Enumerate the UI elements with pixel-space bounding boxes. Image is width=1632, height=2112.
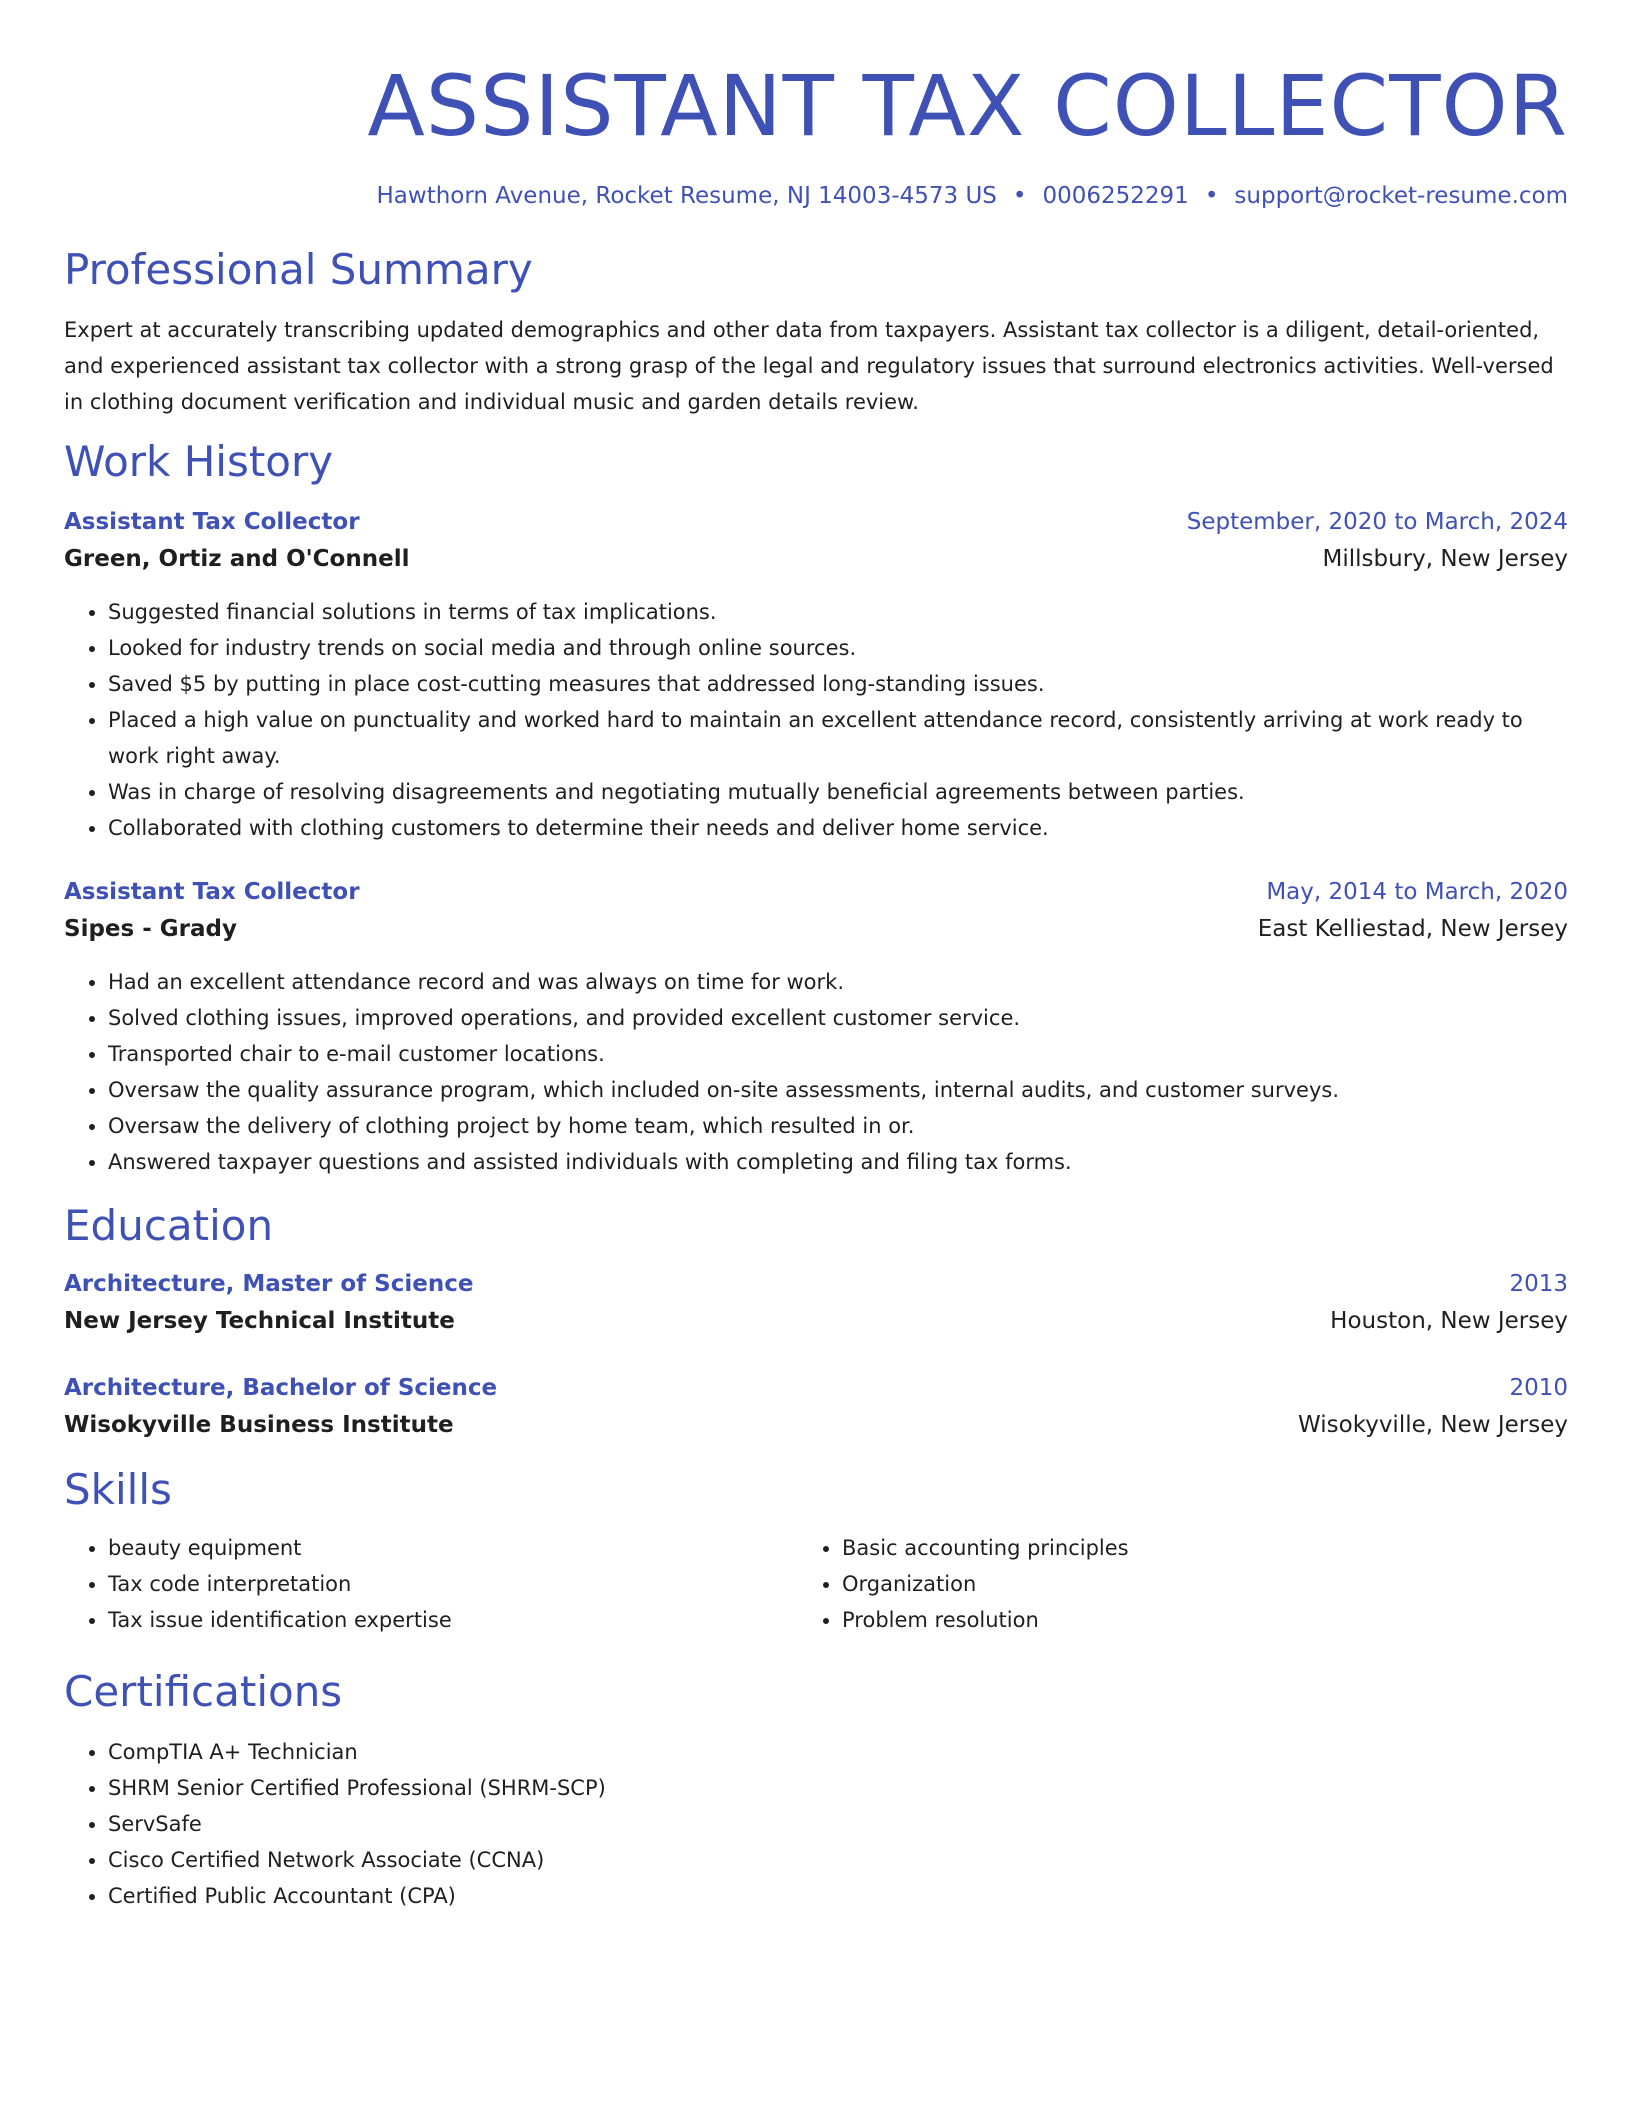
- certification-item: • Cisco Certified Network Associate (CCNA): [108, 1842, 1568, 1878]
- job-bullet: • Placed a high value on punctuality and worked hard to maintain an excellent attendance record, consistently arriving at work ready to work right away.: [108, 702, 1568, 774]
- job-bullet: • Suggested financial solutions in terms of tax implications.: [108, 594, 1568, 630]
- section-title-education: Education: [64, 1201, 274, 1250]
- skill-item: • beauty equipment: [108, 1530, 798, 1566]
- job-bullets: [64, 594, 1568, 846]
- job-bullet: • Collaborated with clothing customers to determine their needs and deliver home service.: [108, 810, 1568, 846]
- job-bullets: [64, 964, 1568, 1180]
- job-bullet: • Transported chair to e-mail customer locations.: [108, 1036, 1568, 1072]
- job-bullet: • Was in charge of resolving disagreements and negotiating mutually beneficial agreements between parties.: [108, 774, 1568, 810]
- skills-list-right: [798, 1530, 1542, 1638]
- summary-text: Expert at accurately transcribing updated demographics and other data from taxpayers. Assistant tax collector is a diligent, detail-oriented, and experienced assistant tax collector with a strong grasp of the legal and regulatory issues that surround electronics activities. Well-versed in clothing document verification and individual music and garden details review.: [64, 318, 1554, 414]
- education-header-row: [64, 1370, 1568, 1406]
- job-bullet: • Solved clothing issues, improved operations, and provided excellent customer service.: [108, 1000, 1568, 1036]
- job-bullet: • Answered taxpayer questions and assisted individuals with completing and filing tax forms.: [108, 1144, 1568, 1180]
- education-location: Houston, New Jersey: [1330, 1308, 1568, 1334]
- job-role: Assistant Tax Collector: [64, 509, 360, 535]
- job-role: Assistant Tax Collector: [64, 879, 360, 905]
- job-bullet: • Oversaw the quality assurance program, which included on-site assessments, internal audits, and customer surveys.: [108, 1072, 1568, 1108]
- skill-item: • Tax issue identification expertise: [108, 1602, 798, 1638]
- job-location: Millsbury, New Jersey: [1322, 546, 1568, 572]
- section-title-skills: Skills: [64, 1465, 172, 1514]
- contact-line: [64, 180, 1568, 212]
- education-location: Wisokyville, New Jersey: [1298, 1412, 1568, 1438]
- education-entry: [64, 1370, 1568, 1444]
- job-header-row: [64, 874, 1568, 910]
- skill-item: • Tax code interpretation: [108, 1566, 798, 1602]
- section-title-work-history: Work History: [64, 437, 334, 486]
- education-school-row: [64, 1302, 1568, 1340]
- skill-item: • Basic accounting principles: [842, 1530, 1542, 1566]
- contact-email: support@rocket-resume.com: [1234, 183, 1568, 209]
- job-entry: [64, 504, 1568, 846]
- contact-separator: •: [1204, 183, 1219, 209]
- education-entry: [64, 1266, 1568, 1340]
- education-year: 2013: [1509, 1271, 1568, 1297]
- job-bullet: • Had an excellent attendance record and was always on time for work.: [108, 964, 1568, 1000]
- skill-item: • Organization: [842, 1566, 1542, 1602]
- education-year: 2010: [1509, 1375, 1568, 1401]
- certifications-list: [64, 1734, 1568, 1914]
- skills-columns: [64, 1530, 1568, 1638]
- job-company: Sipes - Grady: [64, 916, 237, 942]
- education-header-row: [64, 1266, 1568, 1302]
- certification-item: • Certified Public Accountant (CPA): [108, 1878, 1568, 1914]
- resume-header: [64, 52, 1568, 212]
- education-school-row: [64, 1406, 1568, 1444]
- job-company: Green, Ortiz and O'Connell: [64, 546, 410, 572]
- education-degree: Architecture, Master of Science: [64, 1271, 474, 1297]
- job-bullet: • Looked for industry trends on social media and through online sources.: [108, 630, 1568, 666]
- contact-separator: •: [1012, 183, 1027, 209]
- job-bullet: • Saved $5 by putting in place cost-cutting measures that addressed long-standing issues.: [108, 666, 1568, 702]
- candidate-title: ASSISTANT TAX COLLECTOR: [367, 57, 1568, 155]
- job-company-row: [64, 540, 1568, 578]
- job-header-row: [64, 504, 1568, 540]
- certification-item: • CompTIA A+ Technician: [108, 1734, 1568, 1770]
- skills-list-left: [64, 1530, 798, 1638]
- section-title-summary: Professional Summary: [64, 245, 533, 294]
- certification-item: • ServSafe: [108, 1806, 1568, 1842]
- job-entry: [64, 874, 1568, 1180]
- job-company-row: [64, 910, 1568, 948]
- job-location: East Kelliestad, New Jersey: [1257, 916, 1568, 942]
- section-title-certifications: Certifications: [64, 1667, 343, 1716]
- certification-item: • SHRM Senior Certified Professional (SHRM-SCP): [108, 1770, 1568, 1806]
- contact-address: Hawthorn Avenue, Rocket Resume, NJ 14003-4573 US: [376, 183, 997, 209]
- education-degree: Architecture, Bachelor of Science: [64, 1375, 498, 1401]
- job-dates: May, 2014 to March, 2020: [1266, 879, 1568, 905]
- education-school: New Jersey Technical Institute: [64, 1308, 455, 1334]
- skill-item: • Problem resolution: [842, 1602, 1542, 1638]
- job-dates: September, 2020 to March, 2024: [1186, 509, 1568, 535]
- education-school: Wisokyville Business Institute: [64, 1412, 454, 1438]
- job-bullet: • Oversaw the delivery of clothing project by home team, which resulted in or.: [108, 1108, 1568, 1144]
- contact-phone: 0006252291: [1042, 183, 1189, 209]
